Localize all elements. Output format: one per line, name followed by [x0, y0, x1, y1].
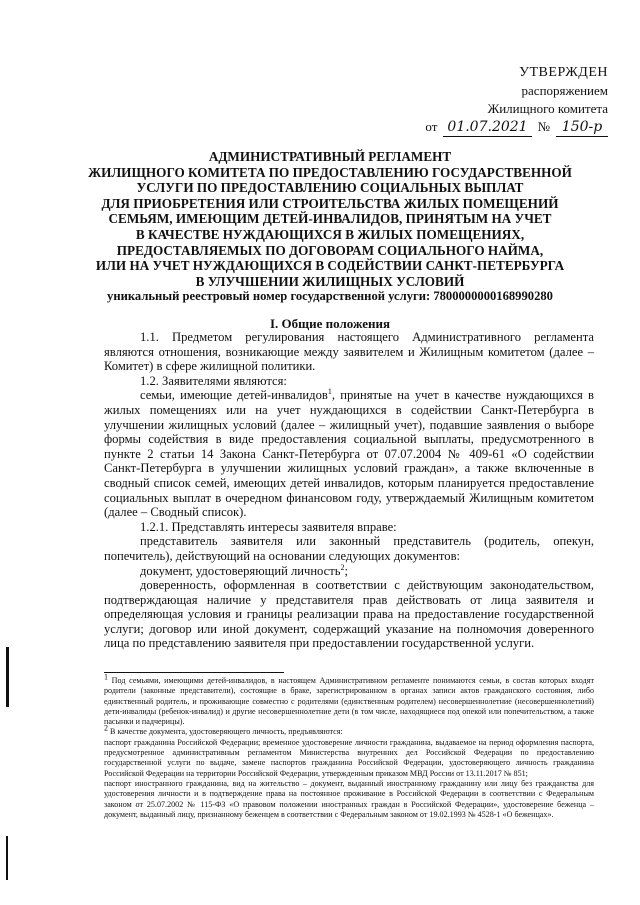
paragraph-text: , принятые на учет в качестве нуждающихся в жилых помещениях или на учет нуждающихся в содействии Санкт-Петербурга в улучшении жилищных условий (далее – жилищный учет), подавшие заявления о выборе формы содействия в виде предоставления социальной выплаты, предусмотренного в пункте 2 статьи 14 Закона Санкт-Петербурга от 07.07.2004 № 409-61 «О содействии Санкт-Петербурга в улучшении жилищных условий граждан», а также включенные в сводный список семей, имеющих детей инвалидов, которым планируется предоставление социальных выплат в очередном финансовом году, утверждаемый Жилищным комитетом (далее – Сводный список). [104, 388, 594, 520]
paragraph-text: документ, удостоверяющий личность [140, 563, 341, 578]
section-heading: I. Общие положения [270, 316, 390, 331]
footnote [104, 672, 594, 727]
footnote-ref: 1 [327, 387, 332, 397]
scan-margin-mark [6, 836, 8, 880]
registry-number: уникальный реестровый номер государственной услуги: 7800000000168990280 [107, 289, 553, 303]
document-title [80, 149, 580, 289]
title-line: В КАЧЕСТВЕ НУЖДАЮЩИХСЯ В ЖИЛЫХ ПОМЕЩЕНИЯХ, [135, 226, 525, 242]
footnote-number: 1 [104, 672, 108, 682]
paragraph-text: семьи, имеющие детей-инвалидов [140, 388, 328, 403]
title-line: УСЛУГИ ПО ПРЕДОСТАВЛЕНИЮ СОЦИАЛЬНЫХ ВЫПЛАТ [136, 180, 524, 196]
paragraph [104, 388, 594, 519]
paragraph [104, 564, 594, 579]
footnote-ref: 2 [340, 562, 345, 572]
title-line: ПРЕДОСТАВЛЯЕМЫХ ПО ДОГОВОРАМ СОЦИАЛЬНОГО НАЙМА, [116, 242, 544, 258]
paragraph: 1.2.1. Представлять интересы заявителя вправе: [140, 519, 397, 534]
footnotes [104, 672, 594, 820]
scan-margin-mark [6, 647, 9, 707]
footnote-text: паспорт иностранного гражданина, вид на жительство – документ, выданный иностранному гражданину или лицу без гражданства для удостоверения личности и в подтверждение права на постоянное проживание в Российской Федерации в соответствии с Федеральным законом от 25.07.2002 № 115-ФЗ «О правовом положении иностранных граждан в Российской Федерации», удостоверение беженца – документ, выданный лицу, признанному беженцем в соответствии с Федеральным законом от 19.02.1993 № 4528-1 «О беженцах». [104, 778, 594, 819]
approval-line: распоряжением [521, 83, 608, 98]
title-line: ЖИЛИЩНОГО КОМИТЕТА ПО ПРЕДОСТАВЛЕНИЮ ГОСУДАРСТВЕННОЙ [88, 164, 572, 180]
title-line: В УЛУЧШЕНИИ ЖИЛИЩНЫХ УСЛОВИЙ [195, 273, 465, 289]
approval-stamp: УТВЕРЖДЕН [519, 65, 608, 80]
title-line: ИЛИ НА УЧЕТ НУЖДАЮЩИХСЯ В СОДЕЙСТВИИ САНКТ-ПЕТЕРБУРГА [95, 258, 565, 274]
footnote-text: паспорт гражданина Российской Федерации; временное удостоверение личности гражданина, выдаваемое на период оформления паспорта, предусмотренное административным регламентом Министерства внутренних дел Российской Федерации по предоставлению государственной услуги по выдаче, замене паспортов гражданина Российской Федерации, удостоверяющего личность гражданина Российской Федерации на территории Российской Федерации, утвержденным приказом МВД России от 13.11.2017 № 851; [104, 737, 594, 778]
approval-line: Жилищного комитета [487, 101, 608, 116]
paragraph: 1.2. Заявителями являются: [140, 373, 287, 388]
handwritten-date: 01.07.2021 [443, 118, 531, 137]
title-line: ДЛЯ ПРИОБРЕТЕНИЯ ИЛИ СТРОИТЕЛЬСТВА ЖИЛЫХ ПОМЕЩЕНИЙ [101, 195, 559, 211]
approval-date-number [368, 118, 608, 137]
title-line: АДМИНИСТРАТИВНЫЙ РЕГЛАМЕНТ [208, 149, 452, 164]
number-label: № [537, 119, 550, 134]
paragraph: 1.1. Предметом регулирования настоящего Административного регламента являются отношения, возникающие между заявителем и Жилищным комитетом (далее – Комитет) в сфере жилищной политики. [104, 330, 594, 374]
approval-block [368, 64, 608, 137]
paragraph: доверенность, оформленная в соответствии с действующим законодательством, подтверждающая наличие у представителя прав действовать от лица заявителя и определяющая условия и границы реализации права на предоставление государственной услуги; договор или иной документ, содержащий указание на полномочия доверенного лица по представлению заявителя при предоставлении государственной услуги. [104, 578, 594, 651]
footnote-text: В качестве документа, удостоверяющего личность, предъявляются: [108, 727, 343, 737]
footnote [104, 723, 594, 737]
footnote-number: 2 [104, 723, 108, 733]
from-label: от [425, 119, 438, 134]
handwritten-number: 150-р [556, 118, 608, 137]
title-line: СЕМЬЯМ, ИМЕЮЩИМ ДЕТЕЙ-ИНВАЛИДОВ, ПРИНЯТЫМ НА УЧЕТ [108, 211, 552, 227]
document-body [104, 330, 594, 651]
paragraph-text: ; [344, 563, 349, 578]
footnote-separator [104, 672, 284, 673]
paragraph: представитель заявителя или законный представитель (родитель, опекун, попечитель), действующий на основании следующих документов: [104, 534, 594, 563]
footnote-text: Под семьями, имеющими детей-инвалидов, в настоящем Административном регламенте понимаются семьи, в состав которых входят родители (законные представители), состоящие в браке, зарегистрированном в органах записи актов гражданского состояния, либо единственный родитель, и проживающие совместно с родителями (единственным родителем) несовершеннолетние (несовершеннолетний) дети-инвалиды (ребенок-инвалид) и другие несовершеннолетние дети (в том числе, находящиеся под опекой или попечительством, а также пасынки и падчерицы). [104, 676, 594, 727]
